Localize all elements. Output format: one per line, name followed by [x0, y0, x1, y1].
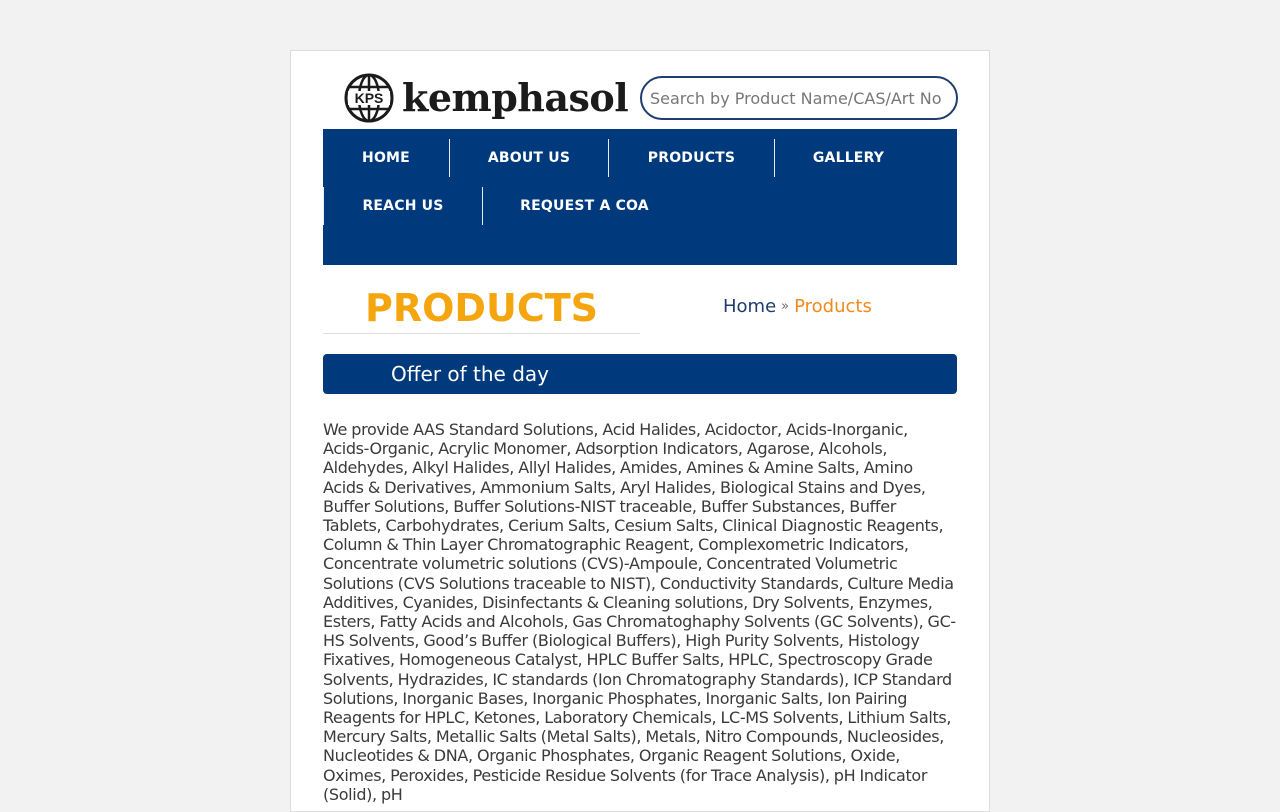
title-row — [323, 283, 957, 335]
header — [291, 51, 989, 131]
page-container — [290, 50, 990, 812]
offer-of-the-day-bar — [323, 354, 957, 394]
search-input[interactable] — [640, 76, 958, 120]
nav-item-gallery[interactable]: GALLERY — [812, 150, 885, 166]
logo[interactable] — [344, 72, 628, 124]
globe-logo-icon — [344, 73, 394, 123]
nav-item-request-coa[interactable]: REQUEST A COA — [520, 198, 649, 214]
breadcrumb-current: Products — [794, 296, 872, 317]
breadcrumb-home-link[interactable]: Home — [723, 296, 777, 317]
nav-item-products[interactable]: PRODUCTS — [647, 150, 736, 166]
page-title: PRODUCTS — [323, 283, 640, 334]
nav-item-home[interactable]: HOME — [362, 150, 410, 166]
offer-title: Offer of the day — [391, 362, 550, 386]
products-description: We provide AAS Standard Solutions, Acid Halides, Acidoctor, Acids-Inorganic, Acids-Organic, Acrylic Monomer, Adsorption Indicators, Agarose, Alcohols, Aldehydes, Alkyl Halides, Allyl Halides, Amides, Amines & Amine Salts, Amino Acids & Derivatives, Ammonium Salts, Aryl Halides, Biological Stains and Dyes, Buffer Solutions, Buffer Solutions-NIST traceable, Buffer Substances, Buffer Tablets, Carbohydrates, Cerium Salts, Cesium Salts, Clinical Diagnostic Reagents, Column & Thin Layer Chromatographic Reagent, Complexometric Indicators, Concentrate volumetric solutions (CVS)-Ampoule, Concentrated Volumetric Solutions (CVS Solutions traceable to NIST), Conductivity Standards, Culture Media Additives, Cyanides, Disinfectants & Cleaning solutions, Dry Solvents, Enzymes, Esters, Fatty Acids and Alcohols, Gas Chromatoghaphy Solvents (GC Solvents), GC-HS Solvents, Good’s Buffer (Biological Buffers), High Purity Solvents, Histology Fixatives, Homogeneous Catalyst, HPLC Buffer Salts, HPLC, Spectroscopy Grade Solvents, Hydrazides, IC standards (Ion Chromatography Standards), ICP Standard Solutions, Inorganic Bases, Inorganic Phosphates, Inorganic Salts, Ion Pairing Reagents for HPLC, Ketones, Laboratory Chemicals, LC-MS Solvents, Lithium Salts, Mercury Salts, Metallic Salts (Metal Salts), Metals, Nitro Compounds, Nucleosides, Nucleotides & DNA, Organic Phosphates, Organic Reagent Solutions, Oxide, Oximes, Peroxides, Pesticide Residue Solvents (for Trace Analysis), pH Indicator (Solid), pH — [323, 420, 956, 804]
main-nav — [323, 129, 957, 265]
logo-wordmark: kemphasol — [402, 75, 629, 120]
breadcrumb — [723, 296, 872, 317]
breadcrumb-separator: » — [781, 299, 790, 314]
nav-item-reach-us[interactable]: REACH US — [362, 198, 444, 214]
logo-mark-text: KPS — [354, 90, 384, 106]
nav-item-about-us[interactable]: ABOUT US — [487, 150, 571, 166]
